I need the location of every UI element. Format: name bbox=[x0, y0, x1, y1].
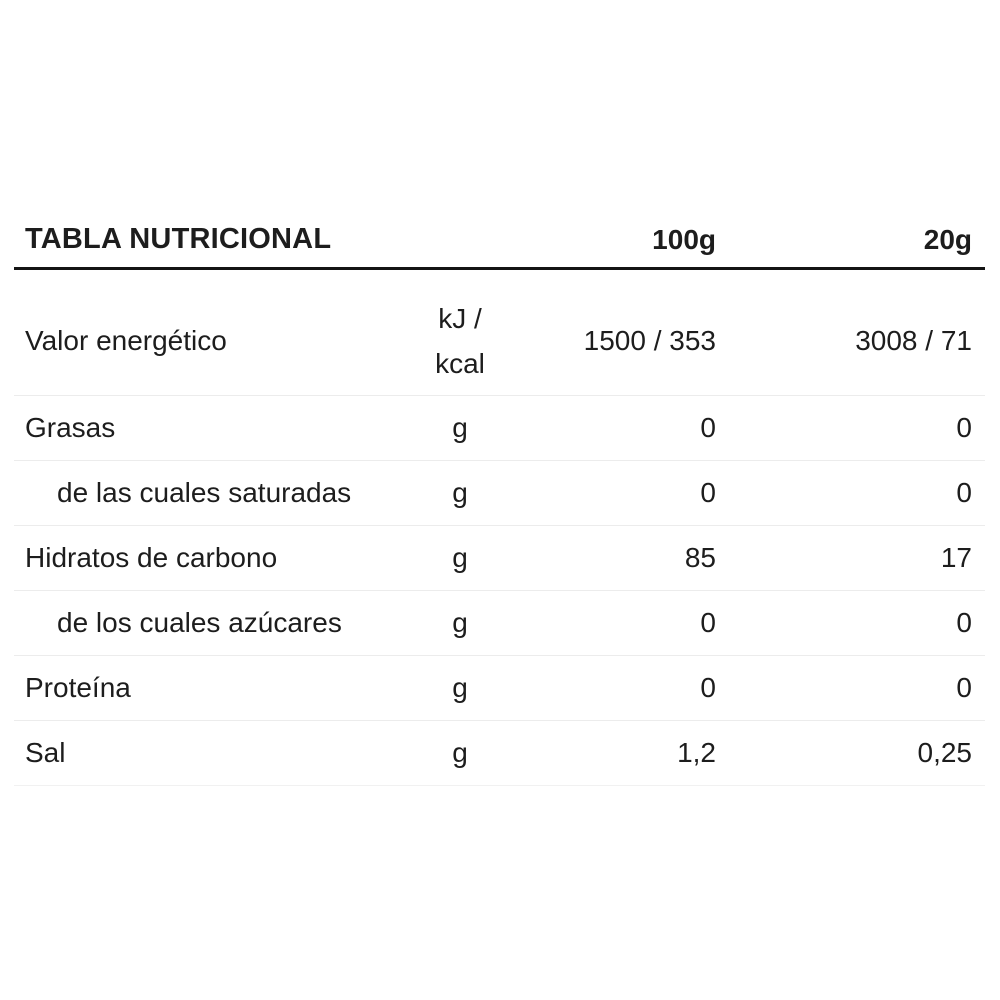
table-row-energy bbox=[14, 270, 985, 396]
table-row-protein bbox=[14, 656, 985, 721]
table-row-fat bbox=[14, 396, 985, 461]
row-label: de las cuales saturadas bbox=[57, 477, 352, 508]
row-value-100g: 0 bbox=[700, 672, 716, 703]
nutrition-table bbox=[14, 212, 985, 786]
row-unit-line2: kcal bbox=[435, 347, 485, 379]
row-value-20g: 0 bbox=[956, 477, 972, 508]
row-value-20g: 0 bbox=[956, 607, 972, 638]
column-header-20g: 20g bbox=[923, 223, 972, 255]
row-label: Valor energético bbox=[25, 324, 227, 356]
row-label: de los cuales azúcares bbox=[57, 607, 342, 638]
row-label: Grasas bbox=[25, 412, 116, 443]
row-value-20g: 0 bbox=[956, 672, 972, 703]
row-unit-line1: kJ / bbox=[438, 302, 482, 334]
row-unit bbox=[420, 296, 500, 386]
row-unit: g bbox=[452, 412, 468, 443]
table-row-salt bbox=[14, 721, 985, 786]
table-header-row bbox=[14, 212, 985, 270]
row-value-100g: 0 bbox=[700, 477, 716, 508]
column-header-100g: 100g bbox=[652, 223, 716, 255]
row-value-100g: 1,2 bbox=[677, 737, 716, 768]
table-row-saturated-fat bbox=[14, 461, 985, 526]
row-unit: g bbox=[452, 737, 468, 768]
row-label: Sal bbox=[25, 737, 66, 768]
row-unit: g bbox=[452, 542, 468, 573]
row-value-20g: 0 bbox=[956, 412, 972, 443]
row-value-20g: 0,25 bbox=[917, 737, 972, 768]
row-value-20g: 17 bbox=[940, 542, 972, 573]
row-label: Proteína bbox=[25, 672, 131, 703]
row-unit: g bbox=[452, 477, 468, 508]
table-row-sugars bbox=[14, 591, 985, 656]
row-value-100g: 0 bbox=[700, 412, 716, 443]
row-unit: g bbox=[452, 607, 468, 638]
row-value-100g: 1500 / 353 bbox=[583, 324, 716, 356]
table-row-carbohydrates bbox=[14, 526, 985, 591]
row-value-100g: 85 bbox=[684, 542, 716, 573]
row-label: Hidratos de carbono bbox=[25, 542, 278, 573]
table-title: TABLA NUTRICIONAL bbox=[25, 223, 332, 255]
row-value-100g: 0 bbox=[700, 607, 716, 638]
row-value-20g: 3008 / 71 bbox=[855, 324, 972, 356]
row-unit: g bbox=[452, 672, 468, 703]
